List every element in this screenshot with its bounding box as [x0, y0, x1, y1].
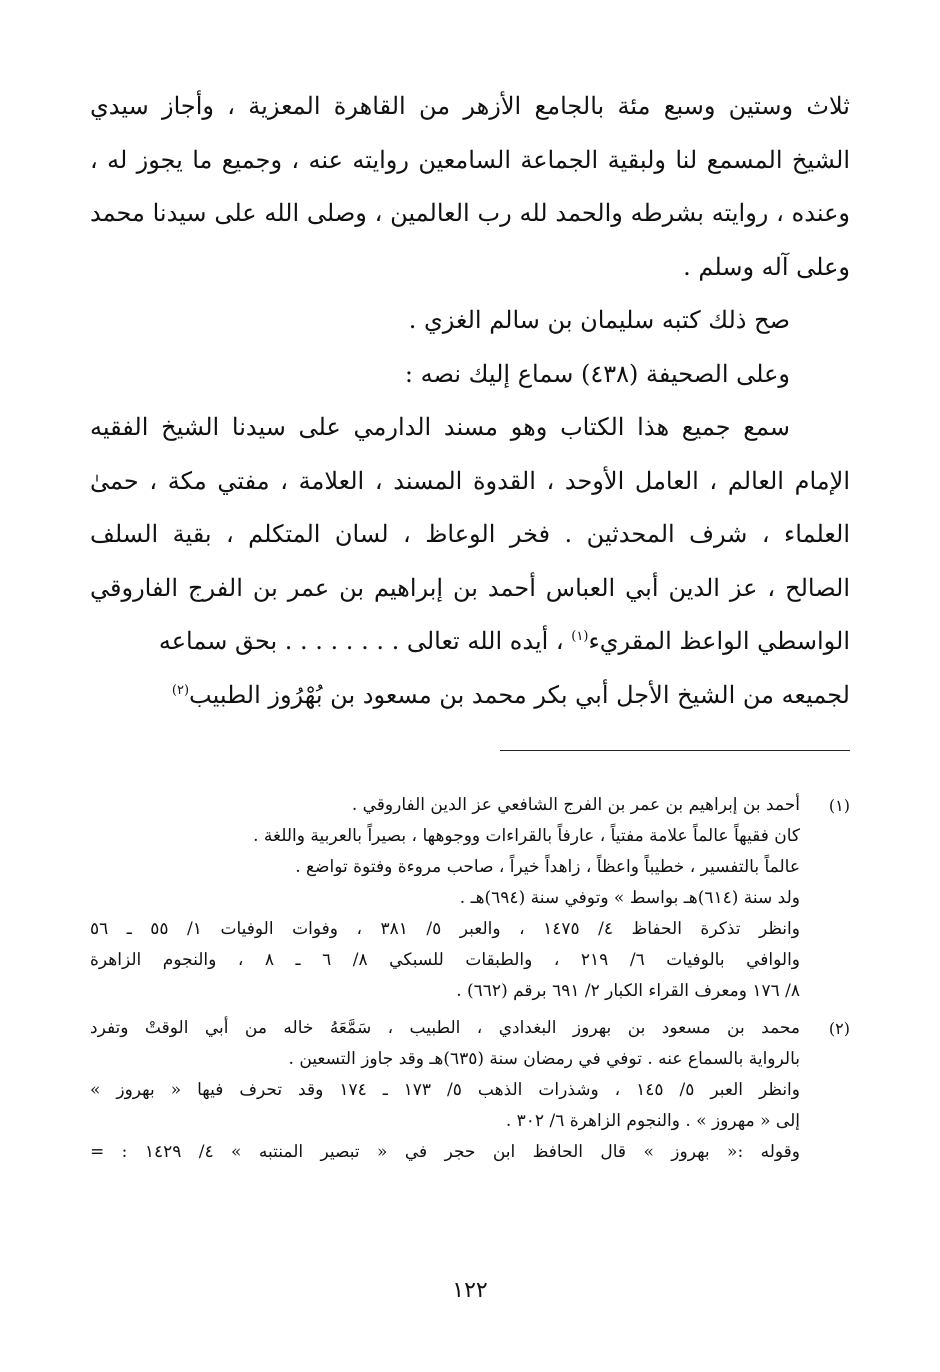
footnote-separator [500, 750, 850, 751]
footnote-2 [90, 1013, 850, 1137]
footnote-line: والوافي بالوفيات ٦/ ٢١٩ ، والطبقات للسبكي ٨/ ٦ ـ ٨ ، والنجوم الزاهرة [90, 950, 800, 970]
footnotes [90, 790, 850, 1168]
footnote-line: أحمد بن إبراهيم بن عمر بن الفرج الشافعي عز الدين الفاروقي . [351, 795, 800, 815]
text-line: ثلاث وستين وسبع مئة بالجامع الأزهر من القاهرة المعزية ، وأجاز سيدي [90, 92, 850, 120]
footnote-1 [90, 790, 850, 1007]
footnote-line: وانظر تذكرة الحفاظ ٤/ ١٤٧٥ ، والعبر ٥/ ٣٨١ ، وفوات الوفيات ١/ ٥٥ ـ ٥٦ [90, 919, 800, 939]
page-number: ١٢٢ [452, 1278, 488, 1303]
text-line [90, 669, 850, 723]
text-line: الشيخ المسمع لنا ولبقية الجماعة السامعين روايته عنه ، وجميع ما يجوز له ، [90, 145, 850, 174]
footnote-line: ولد سنة (٦١٤)هـ بواسط » وتوفي سنة (٦٩٤)هـ . [459, 888, 800, 908]
footnote-line: كان فقيهاً عالماً علامة مفتياً ، عارفاً بالقراءات ووجوهها ، بصيراً بالعربية واللغة . [253, 826, 800, 846]
text-line: وعنده ، روايته بشرطه والحمد لله رب العالمين ، وصلى الله على سيدنا محمد [90, 199, 850, 227]
text-line: الصالح ، عز الدين أبي العباس أحمد بن إبراهيم بن عمر بن الفرج الفاروقي [90, 573, 850, 602]
page-reference-line: وعلى الصحيفة (٤٣٨) سماع إليك نصه : [404, 359, 790, 388]
footnote-line: وانظر العبر ٥/ ١٤٥ ، وشذرات الذهب ٥/ ١٧٣ ـ ١٧٤ وقد تحرف فيها « بهروز » [90, 1080, 800, 1100]
text-segment: الواسطي الواعظ المقريء [588, 627, 850, 655]
signature-line: صح ذلك كتبه سليمان بن سالم الغزي . [408, 306, 790, 334]
text-line: الإمام العالم ، العامل الأوحد ، القدوة المسند ، العلامة ، مفتي مكة ، حمىٰ [90, 466, 850, 495]
footnote-continuation: وقوله :« بهروز » قال الحافظ ابن حجر في « تبصير المنتبه » ٤/ ١٤٢٩ : = [90, 1142, 801, 1162]
text-line [90, 615, 850, 669]
main-text [90, 80, 850, 722]
footnote-ref-1[interactable]: (١) [571, 629, 589, 644]
text-line: سمع جميع هذا الكتاب وهو مسند الدارمي على سيدنا الشيخ الفقيه [90, 413, 790, 441]
footnote-line: ٨/ ١٧٦ ومعرف القراء الكبار ٢/ ٦٩١ برقم (٦٦٢) . [456, 981, 800, 1001]
text-segment: لجميعه من الشيخ الأجل أبي بكر محمد بن مسعود بن بُهْرُوز الطبيب [189, 680, 850, 709]
footnote-number: (٢) [828, 1019, 850, 1038]
footnote-number: (١) [828, 796, 850, 815]
footnote-line: عالماً بالتفسير ، خطيباً واعظاً ، زاهداً خيراً ، صاحب مروءة وفتوة تواضع . [295, 857, 800, 877]
text-line: العلماء ، شرف المحدثين . فخر الوعاظ ، لسان المتكلم ، بقية السلف [90, 520, 850, 548]
text-line: وعلى آله وسلم . [683, 252, 850, 281]
footnote-line: بالرواية بالسماع عنه . توفي في رمضان سنة (٦٣٥)هـ وقد جاوز التسعين . [288, 1049, 800, 1069]
footnote-line: إلى « مهروز » . والنجوم الزاهرة ٦/ ٣٠٢ . [505, 1111, 800, 1131]
text-segment: ، أيده الله تعالى . . . . . . . . بحق سماعه [158, 627, 572, 655]
footnote-line: محمد بن مسعود بن بهروز البغدادي ، الطبيب ، سَمَّعَهُ خاله من أبي الوقتْ وتفرد [90, 1018, 800, 1038]
footnote-ref-2[interactable]: (٢) [171, 682, 190, 698]
